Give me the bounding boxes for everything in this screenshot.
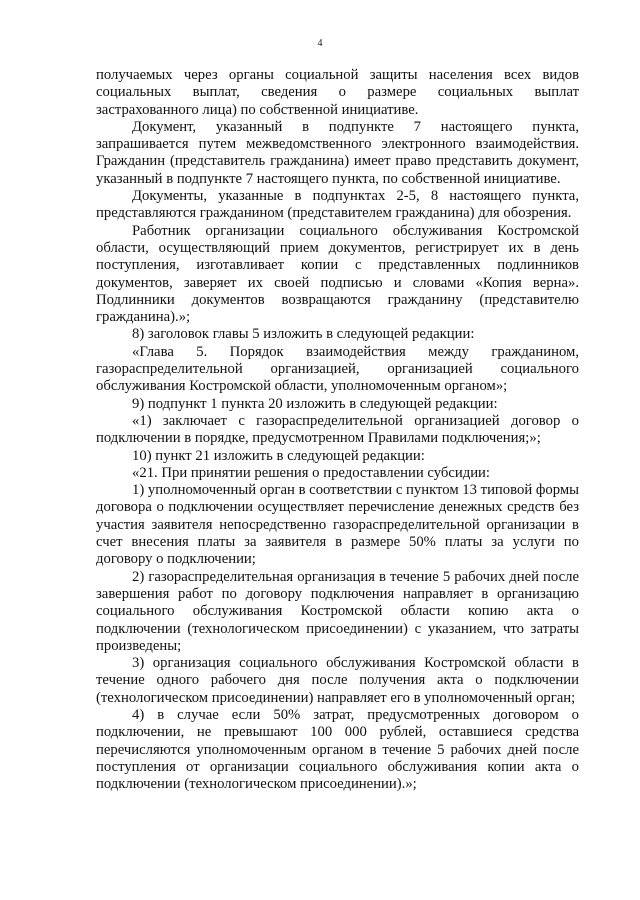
subpoint: 3) организация социального обслуживания Костромской области в течение одного рабочего дня после получения акта о подключении (технологическом присоединении) направляет его в уполномоченный орган; [96,655,579,706]
subpoint: 1) уполномоченный орган в соответствии с пунктом 13 типовой формы договора о подключении осуществляет перечисление денежных средств без участия заявителя непосредственно газораспределительной организации в счет внесения платы за заявителя в размере 50% платы за услуги по договору о подключении; [96,482,579,568]
chapter-title-quote: «Глава 5. Порядок взаимодействия между гражданином, газораспределительной организацией, организацией социального обслуживания Костромской области, уполномоченным органом»; [96,343,579,395]
amendment-item: 9) подпункт 1 пункта 20 изложить в следующей редакции: [132,395,498,412]
subpoint: 2) газораспределительная организация в течение 5 рабочих дней после завершения работ по договору подключения направляет в организацию социального обслуживания Костромской области копию акта о подключении (технологическом присоединении) с указанием, что затраты произведены; [96,568,579,654]
quoted-point-heading: «21. При принятии решения о предоставлении субсидии: [132,464,490,481]
subpoint: 4) в случае если 50% затрат, предусмотренных договором о подключении, не превышают 100 000 рублей, оставшиеся средства перечисляются уполномоченным органом в течение 5 рабочих дней после поступления от организации социального обслуживания копии акта о подключении (технологическом присоединении).»; [96,706,579,793]
paragraph-continuation: получаемых через органы социальной защиты населения всех видов социальных выплат, сведения о размере социальных выплат застрахованного лица) по собственной инициативе. [96,67,579,118]
amendment-item: 8) заголовок главы 5 изложить в следующей редакции: [132,326,475,343]
document-body [96,67,579,793]
page-number: 4 [317,38,323,49]
amendment-item: 10) пункт 21 изложить в следующей редакции: [132,447,425,464]
paragraph: Работник организации социального обслуживания Костромской области, осуществляющий прием документов, регистрирует их в день поступления, изготавливает копии с представленных подлинников документов, заверяет их своей подписью и словами «Копия верна». Подлинники документов возвращаются гражданину (представителю гражданина).»; [96,222,579,326]
paragraph: Документы, указанные в подпунктах 2-5, 8 настоящего пункта, представляются гражданином (представителем гражданина) для обозрения. [96,188,579,222]
quoted-subpoint: «1) заключает с газораспределительной организацией договор о подключении в порядке, предусмотренном Правилами подключения;»; [96,412,579,447]
paragraph: Документ, указанный в подпункте 7 настоящего пункта, запрашивается путем межведомственного электронного взаимодействия. Гражданин (представитель гражданина) имеет право представить документ, указанный в подпункте 7 настоящего пункта, по собственной инициативе. [96,118,579,187]
